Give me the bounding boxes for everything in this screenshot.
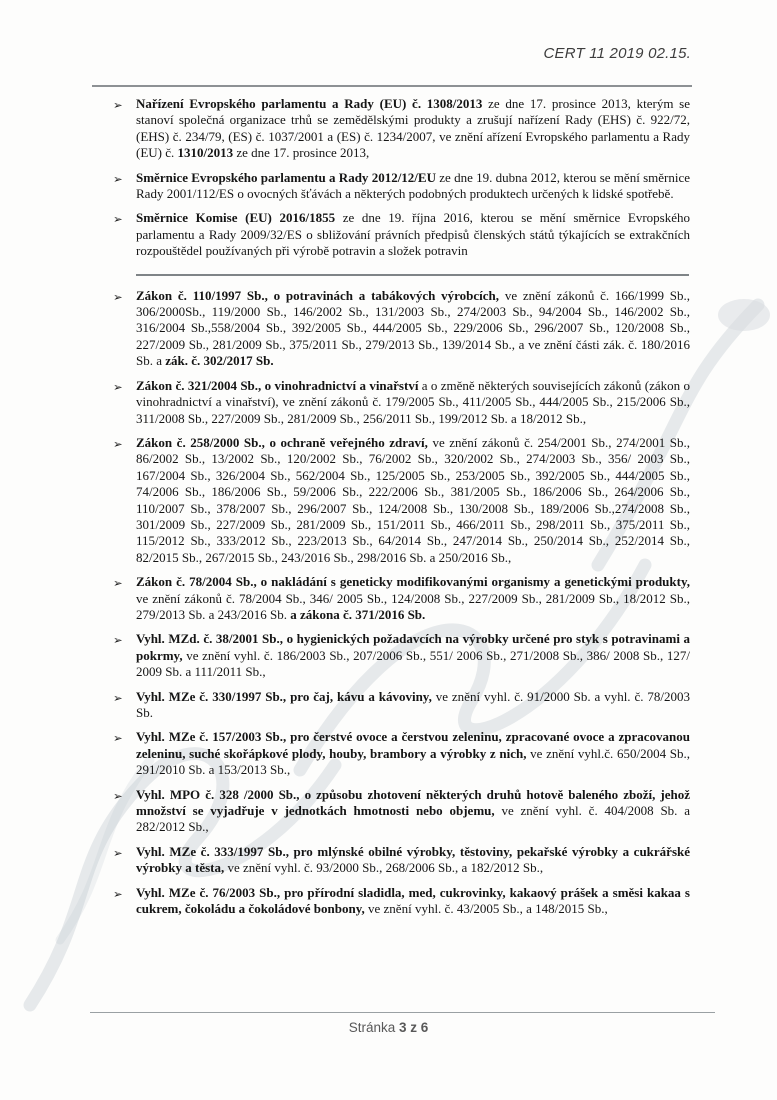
bullet-arrow-icon: ➢ [113,436,123,451]
bullet-arrow-icon: ➢ [113,886,123,901]
list-item-text: Vyhl. MZe č. 330/1997 Sb., pro čaj, kávu a kávoviny, ve znění vyhl. č. 91/2000 Sb. a vyhl. č. 78/2003 Sb. [136,688,690,720]
bullet-arrow-icon: ➢ [113,731,123,746]
legislation-list [113,96,690,925]
list-item-text: Zákon č. 110/1997 Sb., o potravinách a tabákových výrobcích, ve znění zákonů č. 166/1999 Sb., 306/2000Sb., 119/2000 Sb., 146/2002 Sb., 131/2003 Sb., 274/2003 Sb., 94/2004 Sb., 146/2002 Sb., 316/2004 Sb.,558/2004 Sb., 392/2005 Sb., 444/2005 Sb., 229/2006 Sb., 296/2007 Sb., 120/2008 Sb., 227/2009 Sb., 281/2009 Sb., 375/2011 Sb., 279/2013 Sb., 139/2014 Sb., a ve znění části zák. č. 180/2016 Sb. a zák. č. 302/2017 Sb. [136,287,690,369]
list-item [113,170,690,203]
list-item [113,288,690,370]
footer-divider [90,1012,715,1013]
list-item-text: Vyhl. MZe č. 157/2003 Sb., pro čerstvé ovoce a čerstvou zeleninu, zpracované ovoce a zpracovanou zeleninu, suché skořápkové plody, houby, brambory a výrobky z nich, ve znění vyhl.č. 650/2004 Sb., 291/2010 Sb. a 153/2013 Sb., [136,729,690,778]
list-item-text: Směrnice Komise (EU) 2016/1855 ze dne 19. října 2016, kterou se mění směrnice Evropského parlamentu a Rady 2009/32/ES o sbližování právních předpisů členských států týkajících se extrakčních rozpouštědel používaných při výrobě potravin a složek potravin [136,210,690,259]
page-header-reference: CERT 11 2019 02.15. [543,45,691,62]
legislation-section-national [113,288,690,918]
bullet-arrow-icon: ➢ [113,212,123,227]
list-item-text: Nařízení Evropského parlamentu a Rady (EU) č. 1308/2013 ze dne 17. prosince 2013, kterým se stanoví společná organizace trhů se zemědělskými produkty a zrušují nařízení Rady (EHS) č. 922/72, (EHS) č. 234/79, (ES) č. 1037/2001 a (ES) č. 1234/2007, ve znění ařízení Evropského parlamentu a Rady (EU) č. 1310/2013 ze dne 17. prosince 2013, [136,96,690,161]
list-item [113,787,690,836]
bullet-arrow-icon: ➢ [113,171,123,186]
list-item [113,435,690,566]
list-item [113,210,690,259]
bullet-arrow-icon: ➢ [113,845,123,860]
list-item [113,96,690,162]
header-divider [92,85,692,87]
bullet-arrow-icon: ➢ [113,98,123,112]
legislation-section-eu [113,96,690,260]
list-item-text: Vyhl. MZd. č. 38/2001 Sb., o hygienických požadavcích na výrobky určené pro styk s potravinami a pokrmy, ve znění vyhl. č. 186/2003 Sb., 207/2006 Sb., 551/ 2006 Sb., 271/2008 Sb., 386/ 2008 Sb., 127/ 2009 Sb. a 111/2011 Sb., [136,631,691,680]
bullet-arrow-icon: ➢ [113,633,123,648]
list-item [113,885,690,918]
page-number: 3 z 6 [399,1020,429,1035]
list-item-text: Zákon č. 321/2004 Sb., o vinohradnictví a vinařství a o změně některých souvisejících zákonů (zákon o vinohradnictví a vinařství), ve znění zákonů č. 179/2005 Sb., 411/2005 Sb., 444/2005 Sb., 215/2006 Sb., 311/2008 Sb., 227/2009 Sb., 281/2009 Sb., 256/2011 Sb., 199/2012 Sb. a 18/2012 Sb., [136,377,690,426]
list-item [113,844,690,877]
bullet-arrow-icon: ➢ [113,289,123,304]
list-item [113,378,690,427]
list-item-text: Zákon č. 258/2000 Sb., o ochraně veřejného zdraví, ve znění zákonů č. 254/2001 Sb., 274/2001 Sb., 86/2002 Sb., 13/2002 Sb., 120/2002 Sb., 76/2002 Sb., 320/2002 Sb., 274/2003 Sb., 356/ 2003 Sb., 167/2004 Sb., 326/2004 Sb., 562/2004 Sb., 125/2005 Sb., 253/2005 Sb., 392/2005 Sb., 444/2005 Sb., 74/2006 Sb., 186/2006 Sb., 59/2006 Sb., 222/2006 Sb., 381/2005 Sb., 186/2006 Sb., 264/2006 Sb., 110/2007 Sb., 378/2007 Sb., 296/2007 Sb., 124/2008 Sb., 130/2008 Sb., 189/2006 Sb.,274/2008 Sb., 301/2009 Sb., 227/2009 Sb., 281/2009 Sb., 151/2011 Sb., 466/2011 Sb., 298/2011 Sb., 375/2011 Sb., 115/2012 Sb., 333/2012 Sb., 223/2013 Sb., 64/2014 Sb., 247/2014 Sb., 250/2014 Sb., 252/2014 Sb., 82/2015 Sb., 267/2015 Sb., 243/2016 Sb., 298/2016 Sb. a 250/2016 Sb., [136,434,690,565]
list-item [113,689,690,722]
list-item [113,631,690,680]
bullet-arrow-icon: ➢ [113,379,123,394]
list-item [113,729,690,778]
list-item-text: Vyhl. MZe č. 333/1997 Sb., pro mlýnské obilné výrobky, těstoviny, pekařské výrobky a cukrářské výrobky a těsta, ve znění vyhl. č. 93/2000 Sb., 268/2006 Sb., a 182/2012 Sb., [136,843,690,876]
section-divider [136,274,689,276]
bullet-arrow-icon: ➢ [113,690,123,705]
list-item-text: Směrnice Evropského parlamentu a Rady 2012/12/EU ze dne 19. dubna 2012, kterou se mění směrnice Rady 2001/112/ES o ovocných šťávách a některých podobných produktech určených k lidské spotřebě. [136,169,690,202]
bullet-arrow-icon: ➢ [113,576,123,591]
page-footer [0,1020,777,1035]
list-item-text: Zákon č. 78/2004 Sb., o nakládání s geneticky modifikovanými organismy a genetickými produkty, ve znění zákonů č. 78/2004 Sb., 346/ 2005 Sb., 124/2008 Sb., 227/2009 Sb., 281/2009 Sb., 18/2012 Sb., 279/2013 Sb. a 243/2016 Sb. a zákona č. 371/2016 Sb. [136,574,690,622]
list-item-text: Vyhl. MZe č. 76/2003 Sb., pro přírodní sladidla, med, cukrovinky, kakaový prášek a směsi kakaa s cukrem, čokoládu a čokoládové bonbony, ve znění vyhl. č. 43/2005 Sb., a 148/2015 Sb., [136,884,690,917]
footer-label: Stránka [348,1020,396,1035]
bullet-arrow-icon: ➢ [113,788,123,803]
list-item-text: Vyhl. MPO č. 328 /2000 Sb., o způsobu zhotovení některých druhů hotově baleného zboží, jehož množství se vyjadřuje v jednotkách hmotnosti nebo objemu, ve znění vyhl. č. 404/2008 Sb. a 282/2012 Sb., [136,786,691,835]
list-item [113,574,690,623]
